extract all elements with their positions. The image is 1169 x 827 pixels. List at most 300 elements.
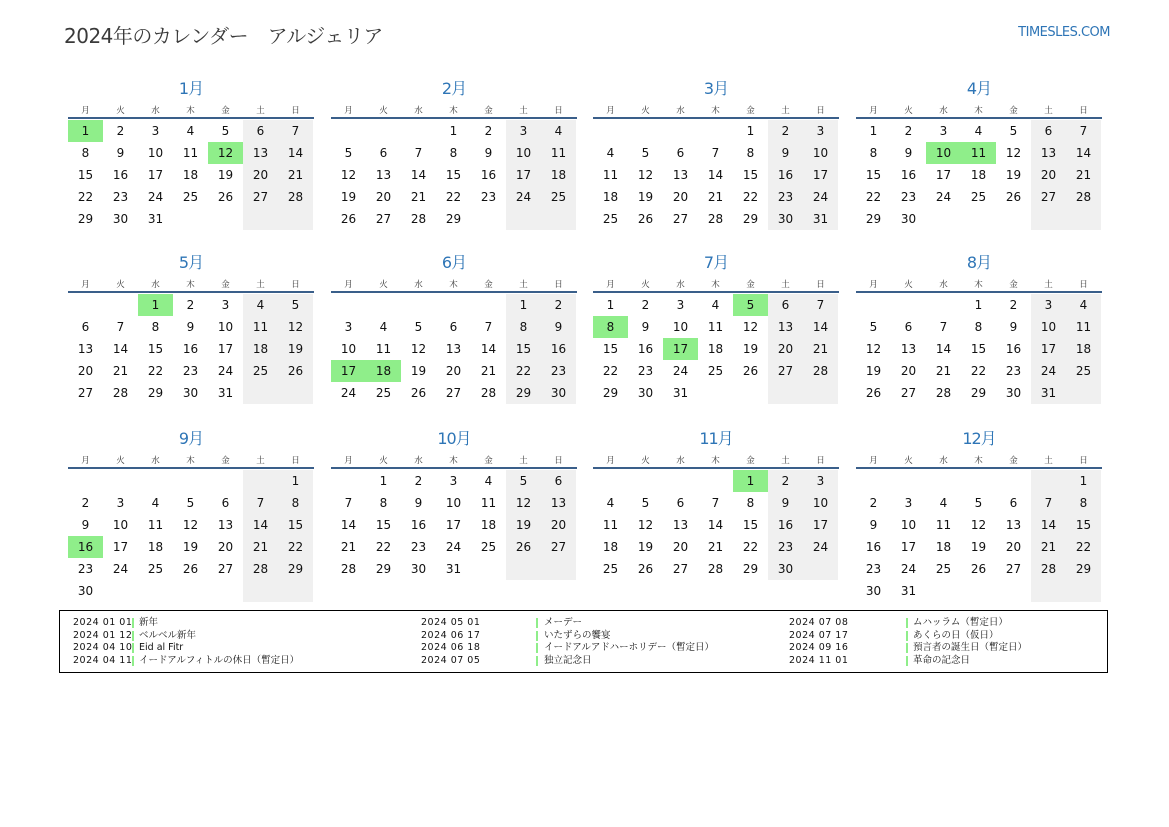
day-cell: 17 [900, 540, 917, 554]
day-cell: 19 [410, 364, 427, 378]
legend-holiday-name: 預言者の誕生日（暫定日） [913, 642, 1028, 653]
day-cell: 15 [278, 514, 313, 536]
day-cell: 1 [746, 124, 755, 138]
weekday-label: 水 [676, 280, 685, 290]
day-cell: 14 [112, 342, 129, 356]
day-cell: 1 [1066, 470, 1101, 492]
weekday-label: 火 [116, 456, 125, 466]
weekday-label: 土 [519, 106, 528, 116]
day-cell: 5 [641, 496, 650, 510]
day-cell: 16 [637, 342, 654, 356]
legend-color-marker [906, 656, 908, 666]
day-cell: 12 [865, 342, 882, 356]
weekday-label: 火 [379, 280, 388, 290]
weekday-label: 月 [606, 456, 615, 466]
legend-date: 2024 01 01 [73, 617, 133, 628]
day-cell: 21 [243, 536, 278, 558]
day-cell: 3 [803, 470, 838, 492]
day-cell: 24 [217, 364, 234, 378]
day-cell: 12 [182, 518, 199, 532]
weekday-label: 火 [116, 106, 125, 116]
day-cell: 13 [768, 316, 803, 338]
day-cell: 8 [278, 492, 313, 514]
day-cell: 9 [81, 518, 90, 532]
day-cell: 22 [278, 536, 313, 558]
header-divider [331, 117, 577, 119]
day-cell: 29 [506, 382, 541, 404]
day-cell: 6 [676, 146, 685, 160]
weekend-blank-cell [768, 382, 803, 404]
day-cell: 10 [672, 320, 689, 334]
weekend-blank-cell [1031, 580, 1066, 602]
weekend-blank-cell [506, 208, 541, 230]
day-cell: 24 [445, 540, 462, 554]
weekend-blank-cell [278, 208, 313, 230]
day-cell: 16 [768, 514, 803, 536]
weekday-label: 木 [974, 280, 983, 290]
weekday-label: 土 [519, 280, 528, 290]
day-cell: 23 [480, 190, 497, 204]
legend-date: 2024 11 01 [789, 654, 849, 666]
weekday-label: 日 [1079, 106, 1088, 116]
day-cell: 30 [410, 562, 427, 576]
weekday-label: 金 [1009, 456, 1018, 466]
day-cell: 29 [1066, 558, 1101, 580]
day-cell: 12 [970, 518, 987, 532]
weekday-label: 金 [484, 280, 493, 290]
day-cell: 30 [865, 584, 882, 598]
day-cell: 18 [182, 168, 199, 182]
header-divider [856, 291, 1102, 293]
day-cell: 9 [186, 320, 195, 334]
day-cell: 12 [506, 492, 541, 514]
day-cell: 14 [1031, 514, 1066, 536]
day-cell: 26 [742, 364, 759, 378]
day-cell: 8 [81, 146, 90, 160]
day-cell: 29 [602, 386, 619, 400]
day-cell: 5 [278, 294, 313, 316]
day-cell: 8 [869, 146, 878, 160]
day-cell: 23 [768, 536, 803, 558]
day-grid [68, 120, 314, 252]
day-cell: 29 [278, 558, 313, 580]
day-cell: 29 [865, 212, 882, 226]
day-cell: 20 [672, 540, 689, 554]
header-divider [856, 117, 1102, 119]
day-cell: 1 [449, 124, 458, 138]
day-cell: 6 [1031, 120, 1066, 142]
day-cell: 5 [414, 320, 423, 334]
day-cell: 30 [768, 208, 803, 230]
weekday-label: 水 [939, 106, 948, 116]
day-cell: 6 [449, 320, 458, 334]
day-cell: 13 [672, 168, 689, 182]
day-cell: 1 [278, 470, 313, 492]
day-cell: 4 [151, 496, 160, 510]
weekday-label: 土 [256, 280, 265, 290]
day-cell: 15 [742, 518, 759, 532]
day-cell: 19 [970, 540, 987, 554]
weekday-label: 金 [221, 106, 230, 116]
day-cell: 2 [116, 124, 125, 138]
weekday-label: 木 [186, 456, 195, 466]
day-cell: 9 [541, 316, 576, 338]
day-cell: 19 [1005, 168, 1022, 182]
day-cell: 3 [221, 298, 230, 312]
weekday-label: 火 [641, 280, 650, 290]
day-cell: 8 [1066, 492, 1101, 514]
day-cell: 9 [768, 142, 803, 164]
weekday-label: 金 [746, 456, 755, 466]
day-cell: 20 [217, 540, 234, 554]
day-cell: 9 [116, 146, 125, 160]
header-divider [68, 117, 314, 119]
day-cell: 17 [445, 518, 462, 532]
month-name: 11月 [699, 429, 733, 448]
weekend-blank-cell [803, 382, 838, 404]
weekday-label: 火 [904, 280, 913, 290]
day-cell: 8 [379, 496, 388, 510]
day-cell: 11 [541, 142, 576, 164]
day-cell: 1 [379, 474, 388, 488]
day-cell: 6 [1009, 496, 1018, 510]
day-cell: 30 [900, 212, 917, 226]
weekday-label: 金 [1009, 280, 1018, 290]
weekday-label: 日 [291, 456, 300, 466]
day-cell: 28 [803, 360, 838, 382]
weekday-label: 月 [606, 106, 615, 116]
day-cell: 27 [672, 212, 689, 226]
day-cell: 21 [803, 338, 838, 360]
day-cell: 13 [900, 342, 917, 356]
day-cell: 18 [480, 518, 497, 532]
day-cell: 14 [480, 342, 497, 356]
day-cell: 2 [641, 298, 650, 312]
day-cell: 11 [602, 168, 619, 182]
day-cell: 31 [217, 386, 234, 400]
day-cell: 12 [1005, 146, 1022, 160]
day-cell: 26 [217, 190, 234, 204]
weekday-header [331, 278, 577, 288]
day-cell: 24 [112, 562, 129, 576]
weekday-label: 金 [746, 106, 755, 116]
day-cell: 22 [865, 190, 882, 204]
day-cell: 15 [445, 168, 462, 182]
day-cell: 11 [602, 518, 619, 532]
legend-holiday-name: いたずらの饗宴 [544, 629, 611, 641]
legend-item [60, 617, 1100, 630]
day-cell: 7 [803, 294, 838, 316]
day-cell: 28 [1066, 186, 1101, 208]
day-cell: 24 [672, 364, 689, 378]
legend-color-marker [906, 631, 908, 641]
day-cell: 22 [742, 190, 759, 204]
weekday-label: 水 [151, 456, 160, 466]
weekday-label: 木 [186, 106, 195, 116]
day-cell: 22 [375, 540, 392, 554]
day-cell: 17 [506, 164, 541, 186]
day-cell: 23 [541, 360, 576, 382]
day-grid [856, 120, 1102, 252]
day-cell: 16 [768, 164, 803, 186]
weekday-label: 金 [221, 280, 230, 290]
holiday-day-cell: 5 [733, 294, 768, 316]
day-cell: 28 [278, 186, 313, 208]
day-cell: 8 [974, 320, 983, 334]
day-cell: 25 [707, 364, 724, 378]
day-cell: 13 [375, 168, 392, 182]
weekday-header [856, 454, 1102, 464]
day-cell: 29 [742, 562, 759, 576]
day-cell: 14 [410, 168, 427, 182]
weekday-label: 月 [869, 456, 878, 466]
weekday-label: 水 [676, 106, 685, 116]
day-cell: 7 [484, 320, 493, 334]
day-cell: 7 [344, 496, 353, 510]
day-cell: 5 [1009, 124, 1018, 138]
day-cell: 31 [672, 386, 689, 400]
day-cell: 21 [1066, 164, 1101, 186]
legend-holiday-name: ベルベル新年 [139, 629, 197, 641]
day-grid [331, 294, 577, 426]
day-cell: 11 [707, 320, 724, 334]
legend-holiday-name: 独立記念日 [544, 654, 592, 666]
day-cell: 26 [1005, 190, 1022, 204]
day-cell: 2 [869, 496, 878, 510]
day-cell: 22 [445, 190, 462, 204]
legend-date: 2024 07 05 [421, 654, 481, 666]
day-cell: 10 [803, 492, 838, 514]
day-cell: 19 [217, 168, 234, 182]
day-cell: 2 [904, 124, 913, 138]
day-cell: 27 [243, 186, 278, 208]
day-cell: 26 [637, 562, 654, 576]
weekend-blank-cell [243, 580, 278, 602]
day-cell: 23 [768, 186, 803, 208]
day-cell: 2 [81, 496, 90, 510]
weekday-label: 水 [939, 280, 948, 290]
holiday-day-cell: 8 [593, 316, 628, 338]
weekend-blank-cell [243, 470, 278, 492]
day-cell: 19 [278, 338, 313, 360]
day-grid [856, 294, 1102, 426]
day-grid [593, 470, 839, 602]
weekday-label: 水 [414, 106, 423, 116]
day-cell: 18 [147, 540, 164, 554]
weekday-label: 木 [711, 456, 720, 466]
day-cell: 4 [711, 298, 720, 312]
day-cell: 7 [116, 320, 125, 334]
weekend-blank-cell [506, 558, 541, 580]
day-cell: 30 [541, 382, 576, 404]
weekday-header [68, 454, 314, 464]
day-cell: 19 [865, 364, 882, 378]
weekday-label: 木 [449, 280, 458, 290]
day-cell: 7 [939, 320, 948, 334]
weekday-label: 火 [641, 456, 650, 466]
day-cell: 21 [707, 540, 724, 554]
day-cell: 29 [445, 212, 462, 226]
weekday-label: 月 [344, 106, 353, 116]
day-cell: 14 [707, 518, 724, 532]
day-cell: 21 [1031, 536, 1066, 558]
day-cell: 15 [742, 168, 759, 182]
weekday-label: 金 [1009, 106, 1018, 116]
day-cell: 5 [506, 470, 541, 492]
day-cell: 16 [865, 540, 882, 554]
day-cell: 14 [340, 518, 357, 532]
header-divider [331, 291, 577, 293]
day-cell: 11 [147, 518, 164, 532]
day-cell: 20 [1031, 164, 1066, 186]
day-cell: 26 [278, 360, 313, 382]
header-divider [68, 291, 314, 293]
day-cell: 15 [970, 342, 987, 356]
day-cell: 28 [480, 386, 497, 400]
day-cell: 12 [410, 342, 427, 356]
day-cell: 27 [541, 536, 576, 558]
weekday-label: 日 [1079, 280, 1088, 290]
day-cell: 27 [375, 212, 392, 226]
day-cell: 17 [217, 342, 234, 356]
day-cell: 30 [77, 584, 94, 598]
day-cell: 5 [974, 496, 983, 510]
day-cell: 30 [112, 212, 129, 226]
day-cell: 25 [182, 190, 199, 204]
day-cell: 27 [672, 562, 689, 576]
day-cell: 25 [541, 186, 576, 208]
day-cell: 3 [116, 496, 125, 510]
weekend-blank-cell [541, 208, 576, 230]
day-cell: 4 [484, 474, 493, 488]
day-cell: 10 [506, 142, 541, 164]
day-cell: 8 [506, 316, 541, 338]
day-cell: 14 [935, 342, 952, 356]
day-cell: 27 [445, 386, 462, 400]
weekday-label: 月 [81, 280, 90, 290]
day-cell: 9 [484, 146, 493, 160]
weekday-label: 金 [221, 456, 230, 466]
day-cell: 9 [414, 496, 423, 510]
day-cell: 2 [768, 470, 803, 492]
day-cell: 5 [344, 146, 353, 160]
legend-date: 2024 07 17 [789, 629, 849, 641]
weekday-label: 日 [816, 106, 825, 116]
day-cell: 4 [606, 146, 615, 160]
holiday-day-cell: 1 [138, 294, 173, 316]
day-cell: 2 [414, 474, 423, 488]
day-cell: 2 [541, 294, 576, 316]
day-cell: 11 [480, 496, 497, 510]
page-title: 2024年のカレンダー アルジェリア [64, 24, 383, 48]
day-cell: 25 [970, 190, 987, 204]
day-cell: 23 [182, 364, 199, 378]
weekday-label: 土 [519, 456, 528, 466]
day-cell: 31 [900, 584, 917, 598]
day-cell: 14 [243, 514, 278, 536]
site-brand-link[interactable]: TIMESLES.COM [1018, 25, 1110, 40]
legend-date: 2024 04 10 [73, 642, 133, 653]
legend-holiday-name: 革命の記念日 [913, 654, 971, 666]
weekday-label: 火 [904, 456, 913, 466]
day-cell: 6 [676, 496, 685, 510]
day-cell: 3 [151, 124, 160, 138]
weekday-label: 日 [1079, 456, 1088, 466]
day-cell: 24 [803, 186, 838, 208]
day-cell: 27 [77, 386, 94, 400]
weekday-label: 火 [116, 280, 125, 290]
day-grid [68, 470, 314, 602]
day-cell: 19 [182, 540, 199, 554]
day-cell: 3 [939, 124, 948, 138]
day-cell: 22 [77, 190, 94, 204]
day-cell: 1 [506, 294, 541, 316]
day-cell: 21 [410, 190, 427, 204]
day-cell: 4 [243, 294, 278, 316]
day-cell: 26 [182, 562, 199, 576]
header-divider [593, 117, 839, 119]
day-cell: 20 [768, 338, 803, 360]
day-cell: 3 [676, 298, 685, 312]
day-cell: 17 [1031, 338, 1066, 360]
day-cell: 21 [480, 364, 497, 378]
day-cell: 27 [768, 360, 803, 382]
day-cell: 26 [865, 386, 882, 400]
weekday-label: 水 [151, 280, 160, 290]
weekday-label: 月 [81, 106, 90, 116]
day-cell: 11 [375, 342, 392, 356]
legend-color-marker [906, 618, 908, 628]
weekday-label: 日 [291, 280, 300, 290]
day-cell: 19 [637, 540, 654, 554]
weekend-blank-cell [1031, 208, 1066, 230]
day-cell: 1 [869, 124, 878, 138]
month-name: 10月 [437, 429, 471, 448]
month-name: 2月 [441, 79, 467, 98]
holiday-day-cell: 17 [331, 360, 366, 382]
holiday-day-cell: 1 [733, 470, 768, 492]
day-cell: 7 [243, 492, 278, 514]
day-cell: 6 [243, 120, 278, 142]
legend-date: 2024 07 08 [789, 617, 849, 628]
day-cell: 20 [445, 364, 462, 378]
day-grid [593, 294, 839, 426]
day-cell: 11 [243, 316, 278, 338]
month-name: 3月 [703, 79, 729, 98]
day-cell: 16 [480, 168, 497, 182]
day-cell: 7 [278, 120, 313, 142]
day-cell: 10 [1031, 316, 1066, 338]
legend-holiday-name: ムハッラム（暫定日） [913, 617, 1008, 628]
legend-date: 2024 01 12 [73, 629, 133, 641]
weekday-label: 日 [554, 456, 563, 466]
day-grid [331, 120, 577, 252]
day-cell: 6 [541, 470, 576, 492]
day-cell: 16 [112, 168, 129, 182]
day-cell: 17 [803, 514, 838, 536]
weekday-label: 水 [939, 456, 948, 466]
weekday-label: 水 [676, 456, 685, 466]
day-cell: 19 [340, 190, 357, 204]
weekday-header [593, 104, 839, 114]
day-cell: 2 [768, 120, 803, 142]
day-cell: 24 [935, 190, 952, 204]
weekend-blank-cell [803, 558, 838, 580]
month-name: 8月 [966, 253, 992, 272]
header-divider [856, 467, 1102, 469]
day-cell: 20 [243, 164, 278, 186]
day-cell: 22 [970, 364, 987, 378]
